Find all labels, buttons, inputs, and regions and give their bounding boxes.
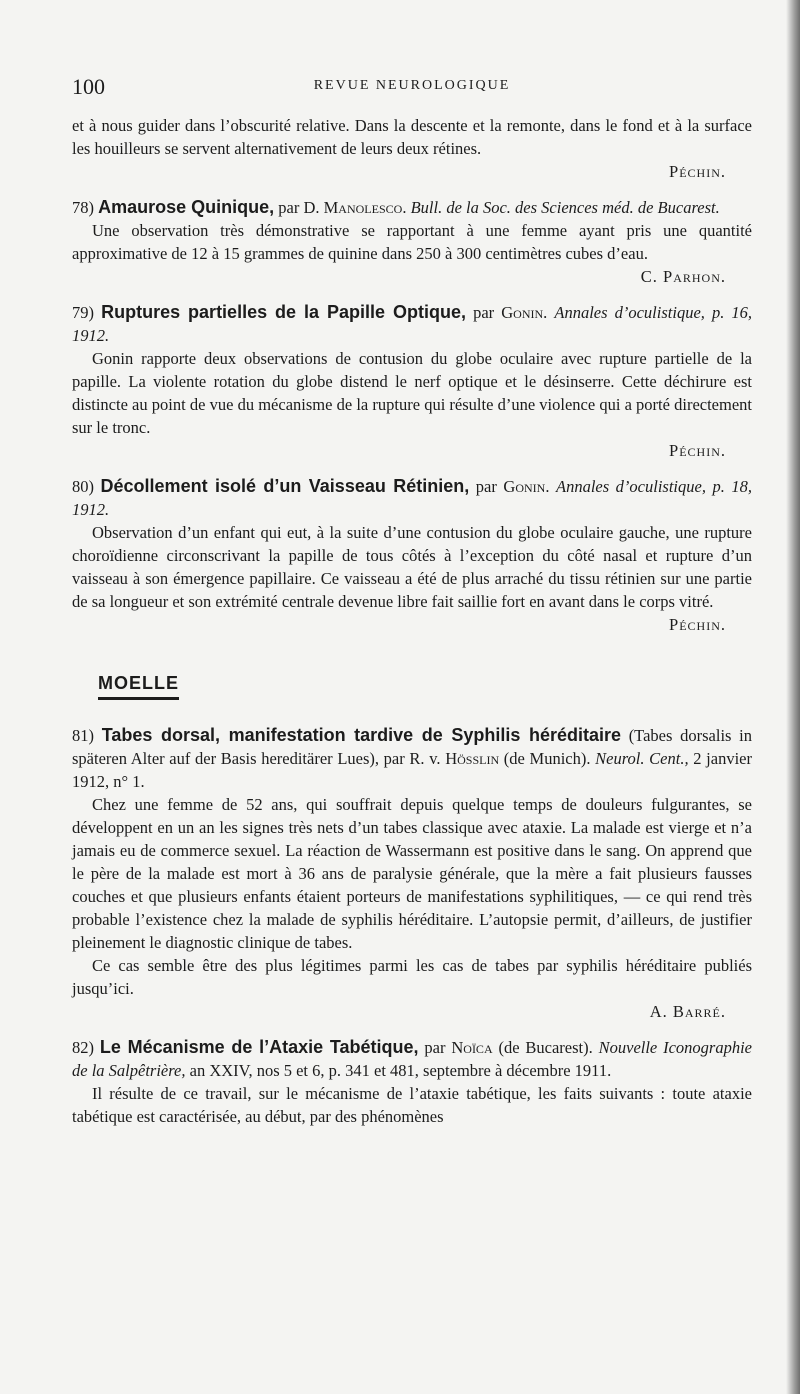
article-place: (de Munich). — [503, 749, 591, 768]
article-author: Noïca — [451, 1038, 493, 1057]
article-body: Il résulte de ce travail, sur le mécanisme de l’ataxie tabétique, les faits suivants : toute ataxie tabétique est caractérisée, au début, par des phénomènes — [72, 1084, 752, 1126]
article-number: 79) — [72, 303, 94, 322]
article-details: an XXIV, nos 5 et 6, p. 341 et 481, septembre à décembre 1911. — [189, 1061, 612, 1080]
running-title: REVUE NEUROLOGIQUE — [313, 78, 511, 93]
article-number: 81) — [72, 726, 94, 745]
article-heading — [72, 475, 752, 521]
article-by: par D. — [278, 198, 320, 217]
article-author: Hösslin — [445, 749, 500, 768]
article-number: 80) — [72, 477, 94, 496]
article-by: par — [424, 1038, 446, 1057]
article-body: Une observation très démonstrative se rapportant à une femme ayant pris une quantité approximative de 12 à 15 grammes de quinine dans 250 à 300 centimètres cubes d’eau. — [72, 221, 752, 263]
page-header — [72, 74, 752, 99]
article-body: Gonin rapporte deux observations de contusion du globe oculaire avec rupture partielle de la papille. La violente rotation du globe distend le nerf optique et le désinserre. Cette déchirure est distincte au point de vue du mécanisme de la rupture qui résulte d’une violence qui a porté directement sur le tronc. — [72, 349, 752, 437]
article-signature: A. Barré. — [649, 1002, 726, 1021]
article-signature: Péchin. — [669, 441, 726, 460]
article-body: Ce cas semble être des plus légitimes parmi les cas de tabes par syphilis héréditaire publiés jusqu’ici. — [72, 956, 752, 998]
article-78 — [72, 196, 752, 288]
article-81 — [72, 724, 752, 1023]
page-edge-shadow — [786, 0, 800, 1394]
article-number: 82) — [72, 1038, 94, 1057]
article-by: par — [473, 303, 495, 322]
article-body: Chez une femme de 52 ans, qui souffrait depuis quelque temps de douleurs fulgurantes, se développent en un an les signes très nets d’un tabes classique avec ataxie. La malade est vierge et n’a jamais eu de commerce sexuel. La réaction de Wassermann est positive dans le sang. On apprend que le père de la malade est mort à 36 ans de paralysie générale, que la mère a fait plusieurs fausses couches et que plusieurs enfants étaient porteurs de manifestations syphilitiques, — ce qui rend très probable l’existence chez la malade de syphilis héréditaire. L’autopsie permit, d’ailleurs, de justifier pleinement le diagnostic clinique de tabes. — [72, 795, 752, 952]
main-text — [72, 114, 752, 1128]
article-title: Ruptures partielles de la Papille Optique, — [101, 302, 466, 322]
article-signature: Péchin. — [669, 615, 726, 634]
article-82 — [72, 1036, 752, 1128]
article-date: 2 janvier 1912, n° 1. — [72, 749, 752, 791]
intro-paragraph: et à nous guider dans l’obscurité relative. Dans la descente et la remonte, dans le fond et à la surface les houilleurs se servent alternativement de leurs deux rétines. — [72, 116, 752, 158]
article-title: Décollement isolé d’un Vaisseau Rétinien, — [100, 476, 470, 496]
article-by: par — [475, 477, 497, 496]
article-80 — [72, 475, 752, 636]
article-heading — [72, 1036, 752, 1082]
article-79 — [72, 301, 752, 462]
article-source: Neurol. Cent., — [595, 749, 689, 768]
article-place: (de Bucarest). — [498, 1038, 593, 1057]
article-source: Annales d’oculistique, p. 18, 1912. — [72, 477, 753, 519]
intro-signature: Péchin. — [669, 162, 726, 181]
article-body: Observation d’un enfant qui eut, à la suite d’une contusion du globe oculaire gauche, une rupture choroïdienne circonscrivant la papille de tous côtés à l’exception du côté nasal et rupture d’un vaisseau à son émergence papillaire. Ce vaisseau a été de plus arraché du tissu rétinien sur une partie de sa longueur et son extrémité centrale devenue libre fait saillie fort en avant dans le corps vitré. — [72, 523, 752, 611]
article-author: Gonin. — [501, 303, 548, 322]
article-source: Bull. de la Soc. des Sciences méd. de Bucarest. — [410, 198, 720, 217]
article-german-title: (Tabes dorsalis in späteren Alter auf der Basis hereditärer Lues), par R. v. — [72, 726, 752, 768]
article-author: Manolesco. — [323, 198, 407, 217]
article-signature: C. Parhon. — [640, 267, 726, 286]
article-title: Le Mécanisme de l’Ataxie Tabétique, — [99, 1037, 419, 1057]
article-source: Annales d’oculistique, p. 16, 1912. — [72, 303, 753, 345]
article-number: 78) — [72, 198, 94, 217]
page-number: 100 — [72, 74, 105, 99]
article-heading — [72, 301, 752, 347]
article-title: Amaurose Quinique, — [98, 197, 275, 217]
article-source: Nouvelle Iconographie de la Salpêtrière, — [72, 1038, 753, 1080]
section-heading: MOELLE — [98, 672, 179, 700]
article-heading — [72, 724, 752, 793]
article-heading — [72, 196, 752, 219]
article-author: Gonin. — [503, 477, 550, 496]
article-title: Tabes dorsal, manifestation tardive de Syphilis héréditaire — [101, 725, 621, 745]
